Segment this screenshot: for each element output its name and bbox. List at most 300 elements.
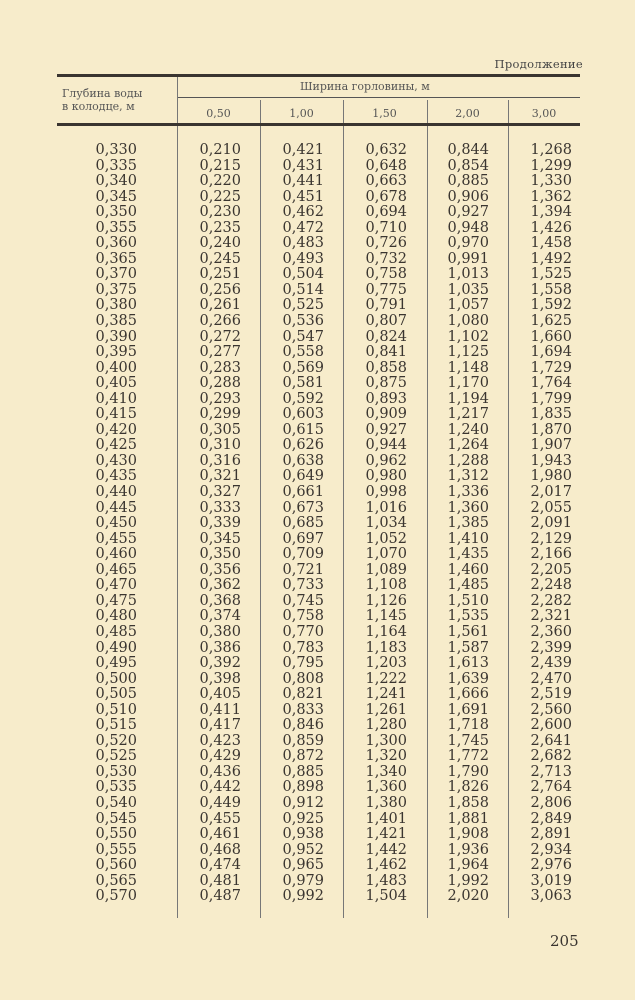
- value-cell: 1,013: [447, 266, 489, 283]
- value-cell: 1,462: [365, 857, 407, 874]
- value-cell: 0,345: [199, 530, 241, 547]
- value-cell: 0,277: [199, 344, 241, 361]
- value-cell: 0,368: [199, 592, 241, 609]
- value-cell: 0,893: [365, 390, 407, 407]
- value-cell: 0,925: [282, 810, 324, 827]
- value-cell: 1,217: [447, 406, 489, 423]
- value-cell: 0,442: [199, 779, 241, 796]
- value-cell: 0,758: [365, 266, 407, 283]
- value-cell: 0,661: [282, 484, 324, 501]
- value-cell: 1,943: [530, 452, 572, 469]
- value-cell: 0,417: [199, 717, 241, 734]
- value-cell: 1,561: [447, 623, 489, 640]
- table-row: [57, 314, 580, 330]
- table-row: [57, 516, 580, 532]
- value-cell: 0,970: [447, 235, 489, 252]
- value-cell: 1,125: [447, 344, 489, 361]
- value-cell: 1,170: [447, 375, 489, 392]
- value-cell: 2,849: [530, 810, 572, 827]
- value-cell: 1,492: [530, 250, 572, 267]
- value-cell: 0,431: [282, 157, 324, 174]
- value-cell: 2,891: [530, 826, 572, 843]
- value-cell: 0,833: [282, 701, 324, 718]
- value-cell: 1,625: [530, 313, 572, 330]
- value-cell: 0,824: [365, 328, 407, 345]
- value-cell: 0,220: [199, 173, 241, 190]
- table-row: [57, 330, 580, 346]
- value-cell: 1,691: [447, 701, 489, 718]
- value-cell: 0,386: [199, 639, 241, 656]
- table-row: [57, 718, 580, 734]
- value-cell: 0,663: [365, 173, 407, 190]
- value-cell: 0,980: [365, 468, 407, 485]
- table-row: [57, 780, 580, 796]
- value-cell: 1,639: [447, 670, 489, 687]
- depth-header-line-1: Глубина воды: [62, 87, 143, 100]
- table-row: [57, 858, 580, 874]
- value-cell: 1,299: [530, 157, 572, 174]
- table-row: [57, 672, 580, 688]
- value-cell: 0,906: [447, 188, 489, 205]
- value-cell: 0,235: [199, 219, 241, 236]
- value-cell: 2,399: [530, 639, 572, 656]
- depth-cell: 0,370: [95, 266, 137, 283]
- value-cell: 1,336: [447, 484, 489, 501]
- value-cell: 0,451: [282, 188, 324, 205]
- value-cell: 0,256: [199, 281, 241, 298]
- value-cell: 1,148: [447, 359, 489, 376]
- depth-cell: 0,425: [95, 437, 137, 454]
- value-cell: 1,858: [447, 794, 489, 811]
- value-cell: 0,795: [282, 655, 324, 672]
- value-cell: 0,411: [199, 701, 241, 718]
- value-cell: 1,694: [530, 344, 572, 361]
- value-cell: 0,333: [199, 499, 241, 516]
- value-cell: 1,360: [365, 779, 407, 796]
- value-cell: 0,927: [447, 204, 489, 221]
- value-cell: 1,264: [447, 437, 489, 454]
- table-row: [57, 485, 580, 501]
- table-row: [57, 827, 580, 843]
- value-cell: 1,666: [447, 686, 489, 703]
- value-cell: 0,927: [365, 421, 407, 438]
- table-row: [57, 469, 580, 485]
- depth-cell: 0,515: [95, 717, 137, 734]
- depth-cell: 0,395: [95, 344, 137, 361]
- value-cell: 0,783: [282, 639, 324, 656]
- value-cell: 1,535: [447, 608, 489, 625]
- value-cell: 0,807: [365, 313, 407, 330]
- table-row: [57, 392, 580, 408]
- value-cell: 0,962: [365, 452, 407, 469]
- value-cell: 1,799: [530, 390, 572, 407]
- value-cell: 0,948: [447, 219, 489, 236]
- table-row: [57, 578, 580, 594]
- value-cell: 0,474: [199, 857, 241, 874]
- depth-cell: 0,330: [95, 142, 137, 158]
- value-cell: 0,875: [365, 375, 407, 392]
- value-cell: 2,282: [530, 592, 572, 609]
- value-cell: 1,016: [365, 499, 407, 516]
- value-cell: 0,991: [447, 250, 489, 267]
- value-cell: 0,405: [199, 686, 241, 703]
- value-cell: 0,697: [282, 530, 324, 547]
- value-cell: 2,682: [530, 748, 572, 765]
- value-cell: 0,547: [282, 328, 324, 345]
- depth-cell: 0,455: [95, 530, 137, 547]
- value-cell: 0,288: [199, 375, 241, 392]
- value-cell: 0,678: [365, 188, 407, 205]
- value-cell: 0,356: [199, 561, 241, 578]
- depth-cell: 0,470: [95, 577, 137, 594]
- value-cell: 1,881: [447, 810, 489, 827]
- value-cell: 0,626: [282, 437, 324, 454]
- value-cell: 1,442: [365, 841, 407, 858]
- value-cell: 0,455: [199, 810, 241, 827]
- table-row: [57, 345, 580, 361]
- table-row: [57, 812, 580, 828]
- value-cell: 1,401: [365, 810, 407, 827]
- value-cell: 1,102: [447, 328, 489, 345]
- value-cell: 1,835: [530, 406, 572, 423]
- width-column-header: 2,00: [455, 107, 480, 120]
- value-cell: 0,293: [199, 390, 241, 407]
- value-cell: 0,380: [199, 623, 241, 640]
- width-column-header: 1,50: [372, 107, 397, 120]
- value-cell: 1,421: [365, 826, 407, 843]
- value-cell: 1,587: [447, 639, 489, 656]
- value-cell: 0,493: [282, 250, 324, 267]
- value-cell: 1,510: [447, 592, 489, 609]
- value-cell: 1,613: [447, 655, 489, 672]
- value-cell: 0,758: [282, 608, 324, 625]
- value-cell: 0,854: [447, 157, 489, 174]
- value-cell: 0,525: [282, 297, 324, 314]
- value-cell: 0,632: [365, 142, 407, 158]
- value-cell: 2,020: [447, 888, 489, 905]
- table-row: [57, 749, 580, 765]
- value-cell: 1,145: [365, 608, 407, 625]
- value-cell: 1,288: [447, 452, 489, 469]
- value-cell: 0,770: [282, 623, 324, 640]
- table-row: [57, 656, 580, 672]
- value-cell: 0,362: [199, 577, 241, 594]
- value-cell: 0,468: [199, 841, 241, 858]
- depth-cell: 0,440: [95, 484, 137, 501]
- table-row: [57, 298, 580, 314]
- depth-cell: 0,345: [95, 188, 137, 205]
- depth-cell: 0,390: [95, 328, 137, 345]
- value-cell: 0,615: [282, 421, 324, 438]
- value-cell: 0,912: [282, 794, 324, 811]
- depth-cell: 0,410: [95, 390, 137, 407]
- depth-cell: 0,505: [95, 686, 137, 703]
- depth-cell: 0,560: [95, 857, 137, 874]
- table-row: [57, 376, 580, 392]
- value-cell: 1,718: [447, 717, 489, 734]
- value-cell: 1,300: [365, 732, 407, 749]
- table-row: [57, 283, 580, 299]
- depth-cell: 0,450: [95, 515, 137, 532]
- depth-cell: 0,490: [95, 639, 137, 656]
- value-cell: 0,225: [199, 188, 241, 205]
- value-cell: 0,569: [282, 359, 324, 376]
- value-cell: 0,321: [199, 468, 241, 485]
- depth-header-line-2: в колодце, м: [62, 100, 135, 113]
- value-cell: 0,230: [199, 204, 241, 221]
- value-cell: 0,449: [199, 794, 241, 811]
- depth-cell: 0,530: [95, 763, 137, 780]
- table-row: [57, 174, 580, 190]
- value-cell: 1,558: [530, 281, 572, 298]
- value-cell: 0,472: [282, 219, 324, 236]
- value-cell: 0,261: [199, 297, 241, 314]
- table-row: [57, 734, 580, 750]
- table-row: [57, 236, 580, 252]
- value-cell: 0,649: [282, 468, 324, 485]
- value-cell: 0,481: [199, 872, 241, 889]
- value-cell: 0,423: [199, 732, 241, 749]
- table-row: [57, 501, 580, 517]
- value-cell: 2,321: [530, 608, 572, 625]
- table-row: [57, 625, 580, 641]
- value-cell: 1,394: [530, 204, 572, 221]
- table-row: [57, 765, 580, 781]
- depth-cell: 0,465: [95, 561, 137, 578]
- value-cell: 0,872: [282, 748, 324, 765]
- value-cell: 1,908: [447, 826, 489, 843]
- value-cell: 1,330: [530, 173, 572, 190]
- value-cell: 1,592: [530, 297, 572, 314]
- value-cell: 0,733: [282, 577, 324, 594]
- depth-cell: 0,545: [95, 810, 137, 827]
- value-cell: 1,312: [447, 468, 489, 485]
- depth-cell: 0,385: [95, 313, 137, 330]
- table-row: [57, 703, 580, 719]
- value-cell: 2,205: [530, 561, 572, 578]
- table-row: [57, 205, 580, 221]
- depth-cell: 0,570: [95, 888, 137, 905]
- depth-cell: 0,355: [95, 219, 137, 236]
- value-cell: 0,421: [282, 142, 324, 158]
- value-cell: 2,129: [530, 530, 572, 547]
- value-cell: 2,600: [530, 717, 572, 734]
- table-row: [57, 438, 580, 454]
- value-cell: 1,222: [365, 670, 407, 687]
- value-cell: 0,392: [199, 655, 241, 672]
- depth-cell: 0,420: [95, 421, 137, 438]
- value-cell: 0,514: [282, 281, 324, 298]
- value-cell: 1,108: [365, 577, 407, 594]
- value-cell: 0,841: [365, 344, 407, 361]
- depth-cell: 0,365: [95, 250, 137, 267]
- value-cell: 0,732: [365, 250, 407, 267]
- depth-cell: 0,335: [95, 157, 137, 174]
- depth-cell: 0,460: [95, 546, 137, 563]
- value-cell: 0,350: [199, 546, 241, 563]
- value-cell: 1,035: [447, 281, 489, 298]
- value-cell: 0,374: [199, 608, 241, 625]
- value-cell: 2,713: [530, 763, 572, 780]
- value-cell: 1,070: [365, 546, 407, 563]
- value-cell: 2,519: [530, 686, 572, 703]
- depth-cell: 0,405: [95, 375, 137, 392]
- value-cell: 0,721: [282, 561, 324, 578]
- value-cell: 0,305: [199, 421, 241, 438]
- depth-cell: 0,430: [95, 452, 137, 469]
- table-row: [57, 563, 580, 579]
- value-cell: 3,019: [530, 872, 572, 889]
- value-cell: 1,826: [447, 779, 489, 796]
- page-number: 205: [550, 932, 579, 950]
- value-cell: 1,525: [530, 266, 572, 283]
- value-cell: 2,976: [530, 857, 572, 874]
- value-cell: 1,772: [447, 748, 489, 765]
- value-cell: 0,775: [365, 281, 407, 298]
- value-cell: 0,992: [282, 888, 324, 905]
- depth-cell: 0,375: [95, 281, 137, 298]
- value-cell: 1,089: [365, 561, 407, 578]
- table-row: [57, 361, 580, 377]
- value-cell: 2,806: [530, 794, 572, 811]
- value-cell: 0,938: [282, 826, 324, 843]
- value-cell: 1,380: [365, 794, 407, 811]
- value-cell: 1,992: [447, 872, 489, 889]
- value-cell: 1,385: [447, 515, 489, 532]
- depth-cell: 0,340: [95, 173, 137, 190]
- value-cell: 0,648: [365, 157, 407, 174]
- depth-cell: 0,360: [95, 235, 137, 252]
- value-cell: 1,052: [365, 530, 407, 547]
- depth-cell: 0,510: [95, 701, 137, 718]
- table-row: [57, 159, 580, 175]
- value-cell: 0,709: [282, 546, 324, 563]
- value-cell: 0,210: [199, 142, 241, 158]
- table-row: [57, 221, 580, 237]
- table-row: [57, 547, 580, 563]
- value-cell: 1,907: [530, 437, 572, 454]
- value-cell: 1,483: [365, 872, 407, 889]
- value-cell: 1,261: [365, 701, 407, 718]
- value-cell: 0,299: [199, 406, 241, 423]
- value-cell: 1,241: [365, 686, 407, 703]
- table-row: [57, 889, 580, 905]
- value-cell: 0,462: [282, 204, 324, 221]
- value-cell: 1,790: [447, 763, 489, 780]
- value-cell: 0,436: [199, 763, 241, 780]
- value-cell: 2,934: [530, 841, 572, 858]
- value-cell: 0,251: [199, 266, 241, 283]
- value-cell: 0,673: [282, 499, 324, 516]
- value-cell: 0,240: [199, 235, 241, 252]
- value-cell: 1,504: [365, 888, 407, 905]
- table-row: [57, 843, 580, 859]
- value-cell: 1,126: [365, 592, 407, 609]
- value-cell: 1,745: [447, 732, 489, 749]
- value-cell: 0,885: [447, 173, 489, 190]
- value-cell: 1,435: [447, 546, 489, 563]
- value-cell: 0,965: [282, 857, 324, 874]
- table-row: [57, 874, 580, 890]
- value-cell: 0,909: [365, 406, 407, 423]
- depth-cell: 0,550: [95, 826, 137, 843]
- depth-cell: 0,500: [95, 670, 137, 687]
- value-cell: 0,461: [199, 826, 241, 843]
- table-row: [57, 454, 580, 470]
- depth-cell: 0,380: [95, 297, 137, 314]
- value-cell: 2,641: [530, 732, 572, 749]
- value-cell: 3,063: [530, 888, 572, 905]
- table-row: [57, 190, 580, 206]
- value-cell: 0,327: [199, 484, 241, 501]
- value-cell: 1,936: [447, 841, 489, 858]
- depth-cell: 0,435: [95, 468, 137, 485]
- value-cell: 1,870: [530, 421, 572, 438]
- table-row: [57, 423, 580, 439]
- value-cell: 1,280: [365, 717, 407, 734]
- table-row: [57, 687, 580, 703]
- value-cell: 0,844: [447, 142, 489, 158]
- depth-cell: 0,555: [95, 841, 137, 858]
- value-cell: 0,944: [365, 437, 407, 454]
- value-cell: 1,964: [447, 857, 489, 874]
- depth-cell: 0,400: [95, 359, 137, 376]
- value-cell: 1,034: [365, 515, 407, 532]
- depth-cell: 0,445: [95, 499, 137, 516]
- value-cell: 0,603: [282, 406, 324, 423]
- depth-cell: 0,495: [95, 655, 137, 672]
- value-cell: 0,998: [365, 484, 407, 501]
- value-cell: 1,485: [447, 577, 489, 594]
- table-body: [57, 143, 580, 905]
- depth-cell: 0,480: [95, 608, 137, 625]
- value-cell: 0,745: [282, 592, 324, 609]
- header-bottom-rule: [57, 123, 580, 126]
- depth-cell: 0,350: [95, 204, 137, 221]
- value-cell: 0,536: [282, 313, 324, 330]
- value-cell: 0,483: [282, 235, 324, 252]
- value-cell: 0,266: [199, 313, 241, 330]
- value-cell: 0,885: [282, 763, 324, 780]
- value-cell: 1,460: [447, 561, 489, 578]
- value-cell: 0,710: [365, 219, 407, 236]
- value-cell: 0,858: [365, 359, 407, 376]
- value-cell: 1,660: [530, 328, 572, 345]
- value-cell: 1,203: [365, 655, 407, 672]
- value-cell: 1,320: [365, 748, 407, 765]
- table-top-rule: [57, 74, 580, 77]
- depth-cell: 0,540: [95, 794, 137, 811]
- table-row: [57, 267, 580, 283]
- value-cell: 0,316: [199, 452, 241, 469]
- value-cell: 1,057: [447, 297, 489, 314]
- value-cell: 1,410: [447, 530, 489, 547]
- depth-cell: 0,565: [95, 872, 137, 889]
- value-cell: 1,164: [365, 623, 407, 640]
- table-row: [57, 609, 580, 625]
- value-cell: 2,017: [530, 484, 572, 501]
- width-column-header: 1,00: [289, 107, 314, 120]
- value-cell: 0,898: [282, 779, 324, 796]
- value-cell: 0,441: [282, 173, 324, 190]
- depth-cell: 0,520: [95, 732, 137, 749]
- value-cell: 0,638: [282, 452, 324, 469]
- value-cell: 0,558: [282, 344, 324, 361]
- value-cell: 0,339: [199, 515, 241, 532]
- value-cell: 0,581: [282, 375, 324, 392]
- value-cell: 0,398: [199, 670, 241, 687]
- value-cell: 1,458: [530, 235, 572, 252]
